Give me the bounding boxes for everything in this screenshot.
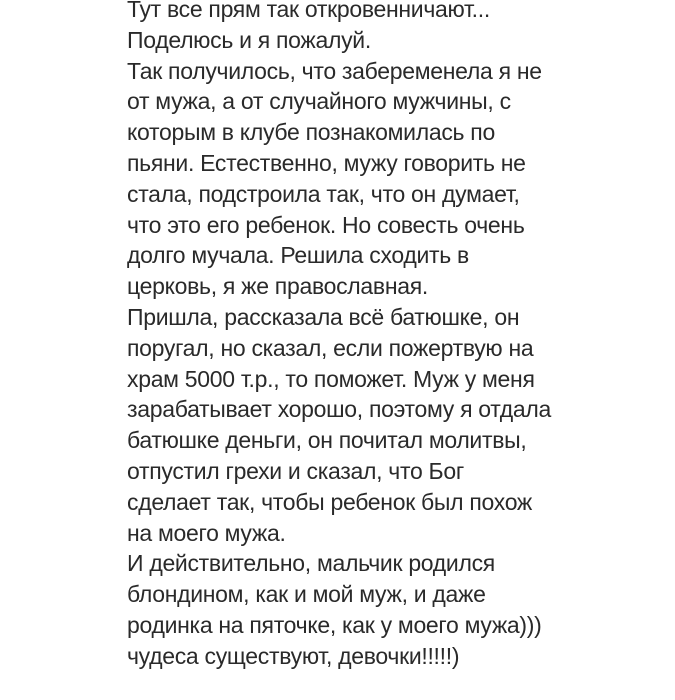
post-line: Так получилось, что забеременела я не bbox=[127, 57, 542, 84]
post-line: поругал, но сказал, если пожертвую на bbox=[127, 334, 534, 361]
post-line: церковь, я же православная. bbox=[127, 273, 428, 300]
post-line: Пришла, рассказала всё батюшке, он bbox=[127, 303, 520, 330]
post-line: на моего мужа. bbox=[127, 519, 286, 546]
post-line: Поделюсь и я пожалуй. bbox=[127, 26, 371, 53]
post-line: Тут все прям так откровенничают... bbox=[127, 0, 490, 22]
post-line: сделает так, чтобы ребенок был похож bbox=[127, 488, 533, 515]
post-line: храм 5000 т.р., то поможет. Муж у меня bbox=[127, 365, 535, 392]
post-line: чудеса существуют, девочки!!!!!) bbox=[127, 642, 460, 669]
post-line: долго мучала. Решила сходить в bbox=[127, 242, 469, 269]
post-line: батюшке деньги, он почитал молитвы, bbox=[127, 427, 527, 454]
post-line: И действительно, мальчик родился bbox=[127, 550, 495, 577]
post-line: зарабатывает хорошо, поэтому я отдала bbox=[127, 396, 551, 423]
post-line: отпустил грехи и сказал, что Бог bbox=[127, 457, 464, 484]
post-line: стала, подстроила так, что он думает, bbox=[127, 180, 520, 207]
post-line: блондином, как и мой муж, и даже bbox=[127, 581, 486, 608]
post-line: родинка на пяточке, как у моего мужа))) bbox=[127, 611, 542, 638]
post-text bbox=[127, 0, 667, 672]
post-line: что это его ребенок. Но совесть очень bbox=[127, 211, 525, 238]
post-line: от мужа, а от случайного мужчины, с bbox=[127, 88, 511, 115]
post-line: которым в клубе познакомилась по bbox=[127, 119, 495, 146]
post-line: пьяни. Естественно, мужу говорить не bbox=[127, 149, 526, 176]
